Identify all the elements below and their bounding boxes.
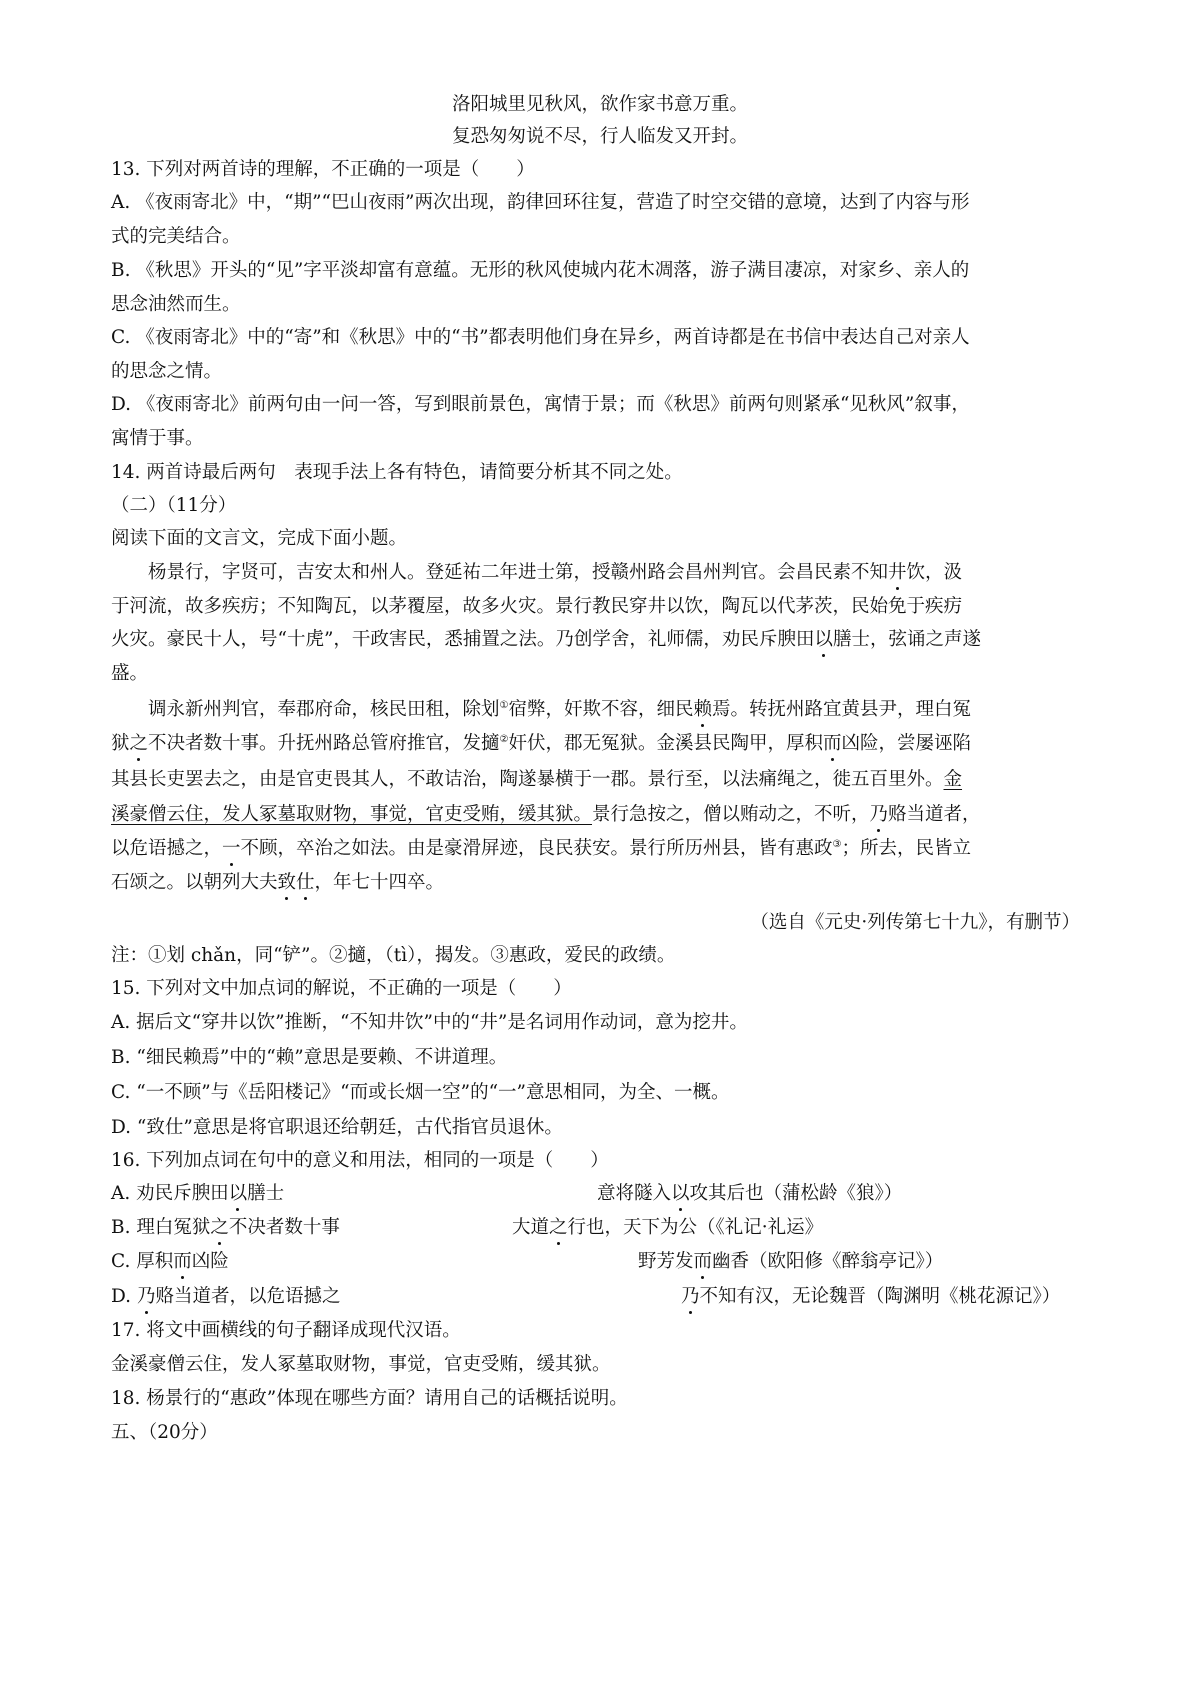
q16-option-d-right: 乃不知有汉，无论魏晋（陶渊明《桃花源记》）	[681, 1286, 1061, 1307]
passage-p1-line1: 杨景行，字贤可，吉安太和州人。登延祐二年进士第，授赣州路会昌州判官。会昌民素不知井饮，汲	[148, 562, 963, 583]
passage-p2-line2: 狱之不决者数十事。升抚州路总管府推官，发擿②奸伏，郡无冤狱。金溪县民陶甲，厚积而凶险，尝屡诬陷	[111, 733, 972, 754]
section-2-heading: （二）（11分）	[111, 495, 237, 516]
q16-option-a-right: 意将隧入以攻其后也（蒲松龄《狼》）	[597, 1183, 903, 1204]
passage-p2-line1: 调永新州判官，奉郡府命，核民田租，除划①宿弊，奸欺不容，细民赖焉。转抚州路宜黄县尹，理白冤	[148, 699, 972, 720]
q15-option-a: A. 据后文“穿井以饮”推断，“不知井饮”中的“井”是名词用作动词，意为挖井。	[111, 1012, 748, 1033]
poem-line-2: 复恐匆匆说不尽，行人临发又开封。	[451, 126, 748, 147]
dotted-word: 乃	[681, 1286, 700, 1307]
q13-option-c-line1: C. 《夜雨寄北》中的“寄”和《秋思》中的“书”都表明他们身在异乡，两首诗都是在书信中表达自己对亲人	[111, 327, 970, 348]
section-5-heading: 五、（20分）	[111, 1422, 218, 1443]
q17-sentence: 金溪豪僧云住，发人冢墓取财物，事觉，官吏受贿，缓其狱。	[111, 1354, 611, 1375]
q15-option-d: D. “致仕”意思是将官职退还给朝廷，古代指官员退休。	[111, 1117, 563, 1138]
dotted-word: 仕	[296, 872, 315, 893]
footnote-mark-1: ①	[499, 700, 509, 711]
q15-stem: 15. 下列对文中加点词的解说，不正确的一项是（ ）	[111, 978, 572, 999]
passage-p2-line3: 其县长吏罢去之，由是官吏畏其人，不敢诘治，陶遂暴横于一郡。景行至，以法痛绳之，徙五百里外。金	[111, 769, 963, 790]
footnote-mark-3: ③	[832, 839, 842, 850]
passage-p2-line6: 石颂之。以朝列大夫致仕，年七十四卒。	[111, 872, 445, 893]
dotted-word: 而	[693, 1251, 713, 1272]
q16-option-a-left: A. 劝民斥腴田以膳士	[111, 1183, 285, 1204]
q18-stem: 18. 杨景行的“惠政”体现在哪些方面？请用自己的话概括说明。	[111, 1388, 628, 1409]
dotted-word: 而	[823, 733, 842, 754]
q13-option-d-line1: D. 《夜雨寄北》前两句由一问一答，写到眼前景色，寓情于景；而《秋思》前两句则紧承“见秋风”叙事，	[111, 394, 970, 415]
q17-stem: 17. 将文中画横线的句子翻译成现代汉语。	[111, 1320, 461, 1341]
passage-notes: 注：①划 chǎn，同“铲”。②擿，（tì），揭发。③惠政，爱民的政绩。	[111, 945, 676, 966]
dotted-word: 井	[888, 562, 907, 583]
dotted-word: 之	[129, 733, 149, 754]
q14-stem: 14. 两首诗最后两句 表现手法上各有特色，请简要分析其不同之处。	[111, 462, 683, 483]
dotted-word: 致	[277, 872, 297, 893]
dotted-word: 之	[210, 1217, 229, 1238]
q13-option-d-line2: 寓情于事。	[111, 428, 204, 449]
dotted-word: 乃	[136, 1286, 156, 1307]
dotted-word: 以	[814, 629, 833, 650]
passage-p2-line4: 溪豪僧云住，发人冢墓取财物，事觉，官吏受贿，缓其狱。景行急按之，僧以贿动之，不听，乃赂当道者，	[111, 804, 981, 825]
q13-option-a-line1: A. 《夜雨寄北》中，“期”“巴山夜雨”两次出现，韵律回环往复，营造了时空交错的意境，达到了内容与形	[111, 192, 970, 213]
q16-option-d-left: D. 乃赂当道者，以危语撼之	[111, 1286, 341, 1307]
poem-line-1: 洛阳城里见秋风，欲作家书意万重。	[451, 94, 748, 115]
q13-stem: 13. 下列对两首诗的理解，不正确的一项是（ ）	[111, 159, 535, 180]
dotted-word: 之	[549, 1217, 568, 1238]
q13-option-c-line2: 的思念之情。	[111, 361, 223, 382]
passage-p1-line3: 火灾。豪民十人，号“十虎”，干政害民，悉捕置之法。乃创学舍，礼师儒，劝民斥腴田以膳士，弦诵之声遂	[111, 629, 981, 650]
underlined-sentence: 溪豪僧云住，发人冢墓取财物，事觉，官吏受贿，缓其狱。	[111, 804, 593, 825]
q13-option-b-line1: B. 《秋思》开头的“见”字平淡却富有意蕴。无形的秋风使城内花木凋落，游子满目凄凉，对家乡、亲人的	[111, 260, 970, 281]
q13-option-a-line2: 式的完美结合。	[111, 226, 241, 247]
passage-p1-line4: 盛。	[111, 663, 149, 684]
dotted-word: 乃	[869, 804, 889, 825]
section-2-instruction: 阅读下面的文言文，完成下面小题。	[111, 528, 408, 549]
dotted-word: 以	[671, 1183, 690, 1204]
q15-option-b: B. “细民赖焉”中的“赖”意思是要赖、不讲道理。	[111, 1047, 508, 1068]
q16-option-c-left: C. 厚积而凶险	[111, 1251, 229, 1272]
footnote-mark-2: ②	[499, 734, 509, 745]
dotted-word: 一	[222, 838, 241, 859]
dotted-word: 而	[173, 1251, 192, 1272]
q16-option-c-right: 野芳发而幽香（欧阳修《醉翁亭记》）	[638, 1251, 944, 1272]
q16-stem: 16. 下列加点词在句中的意义和用法，相同的一项是（ ）	[111, 1150, 609, 1171]
passage-p2-line5: 以危语撼之，一不顾，卒治之如法。由是豪滑屏迹，良民获安。景行所历州县，皆有惠政③；所去，民皆立	[111, 838, 972, 859]
q13-option-b-line2: 思念油然而生。	[111, 294, 241, 315]
q16-option-b-left: B. 理白冤狱之不决者数十事	[111, 1217, 340, 1238]
q15-option-c: C. “一不顾”与《岳阳楼记》“而或长烟一空”的“一”意思相同，为全、一概。	[111, 1082, 730, 1103]
q16-option-b-right: 大道之行也，天下为公（《礼记·礼运》	[512, 1217, 824, 1238]
passage-source: （选自《元史·列传第七十九》，有删节）	[750, 912, 1080, 933]
dotted-word: 以	[228, 1183, 248, 1204]
dotted-word: 赖	[693, 699, 713, 720]
underlined-sentence: 金	[943, 769, 963, 790]
passage-p1-line2: 于河流，故多疾疠；不知陶瓦，以茅覆屋，故多火灾。景行教民穿井以饮，陶瓦以代茅茨，民始免于疾疠	[111, 596, 963, 617]
